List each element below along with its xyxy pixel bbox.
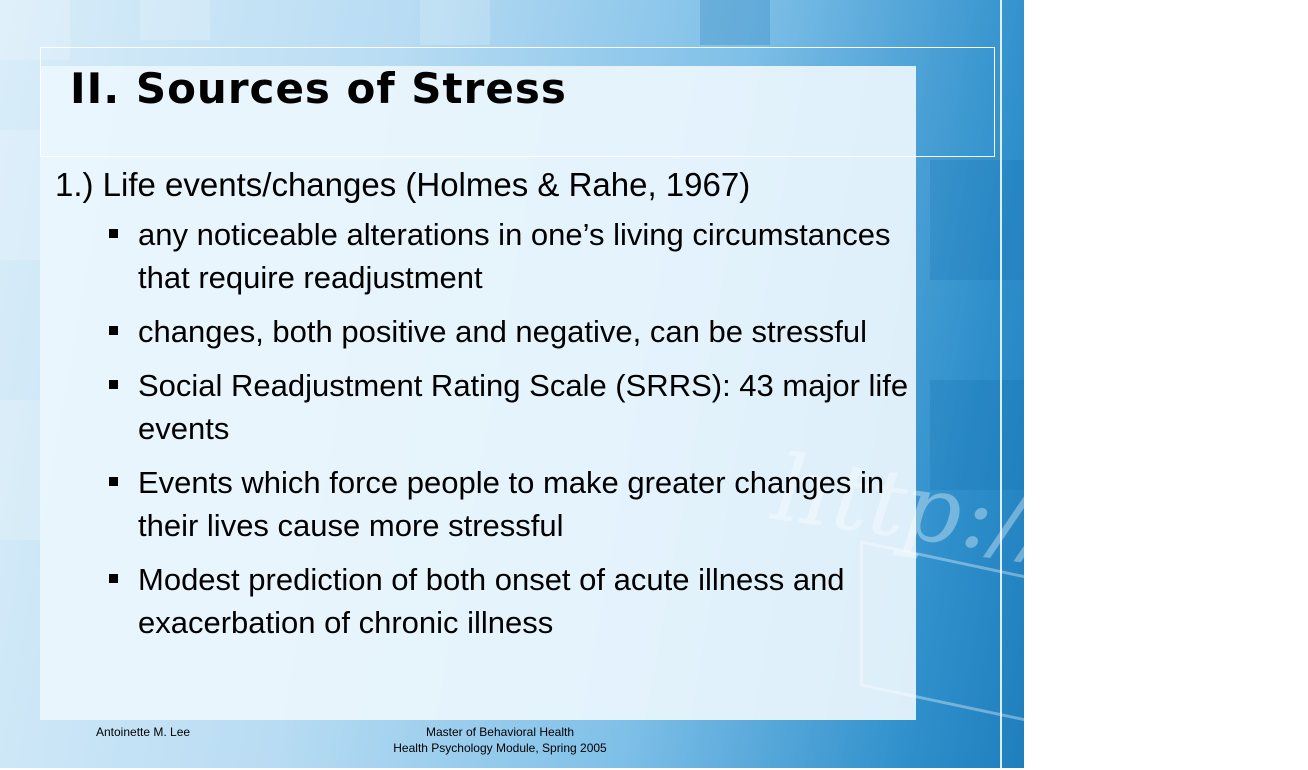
background-tile bbox=[930, 160, 1024, 280]
footer-program-line2: Health Psychology Module, Spring 2005 bbox=[393, 741, 607, 755]
square-bullet-icon bbox=[109, 574, 118, 583]
background-tile bbox=[0, 400, 40, 540]
bullet-item bbox=[105, 461, 915, 547]
background-tile bbox=[700, 0, 770, 45]
bullet-list bbox=[55, 213, 915, 644]
background-http-text: http://www bbox=[757, 435, 1308, 612]
background-tile bbox=[420, 0, 490, 45]
slide-content bbox=[55, 163, 915, 655]
background-tile bbox=[930, 380, 1024, 490]
footer-author: Antoinette M. Lee bbox=[96, 725, 191, 739]
background-tile bbox=[140, 0, 210, 40]
bullet-item bbox=[105, 364, 915, 450]
footer-program bbox=[340, 724, 660, 756]
bullet-text: changes, both positive and negative, can be stressful bbox=[138, 314, 867, 349]
background-tile bbox=[0, 130, 40, 260]
main-point: 1.) Life events/changes (Holmes & Rahe, 1967) bbox=[55, 166, 751, 203]
slide-title: II. Sources of Stress bbox=[70, 64, 567, 113]
footer-program-line1: Master of Behavioral Health bbox=[425, 725, 575, 739]
bullet-text: Social Readjustment Rating Scale (SRRS): 43 major life events bbox=[138, 368, 909, 446]
square-bullet-icon bbox=[109, 477, 118, 486]
bullet-text: any noticeable alterations in one’s living circumstances that require readjustment bbox=[138, 217, 891, 295]
bullet-text: Modest prediction of both onset of acute illness and exacerbation of chronic illness bbox=[138, 562, 845, 640]
bullet-item bbox=[105, 310, 915, 353]
bullet-item bbox=[105, 558, 915, 644]
bullet-text: Events which force people to make greater changes in their lives cause more stressful bbox=[138, 465, 885, 543]
square-bullet-icon bbox=[109, 326, 118, 335]
square-bullet-icon bbox=[109, 229, 118, 238]
bullet-item bbox=[105, 213, 915, 299]
square-bullet-icon bbox=[109, 380, 118, 389]
